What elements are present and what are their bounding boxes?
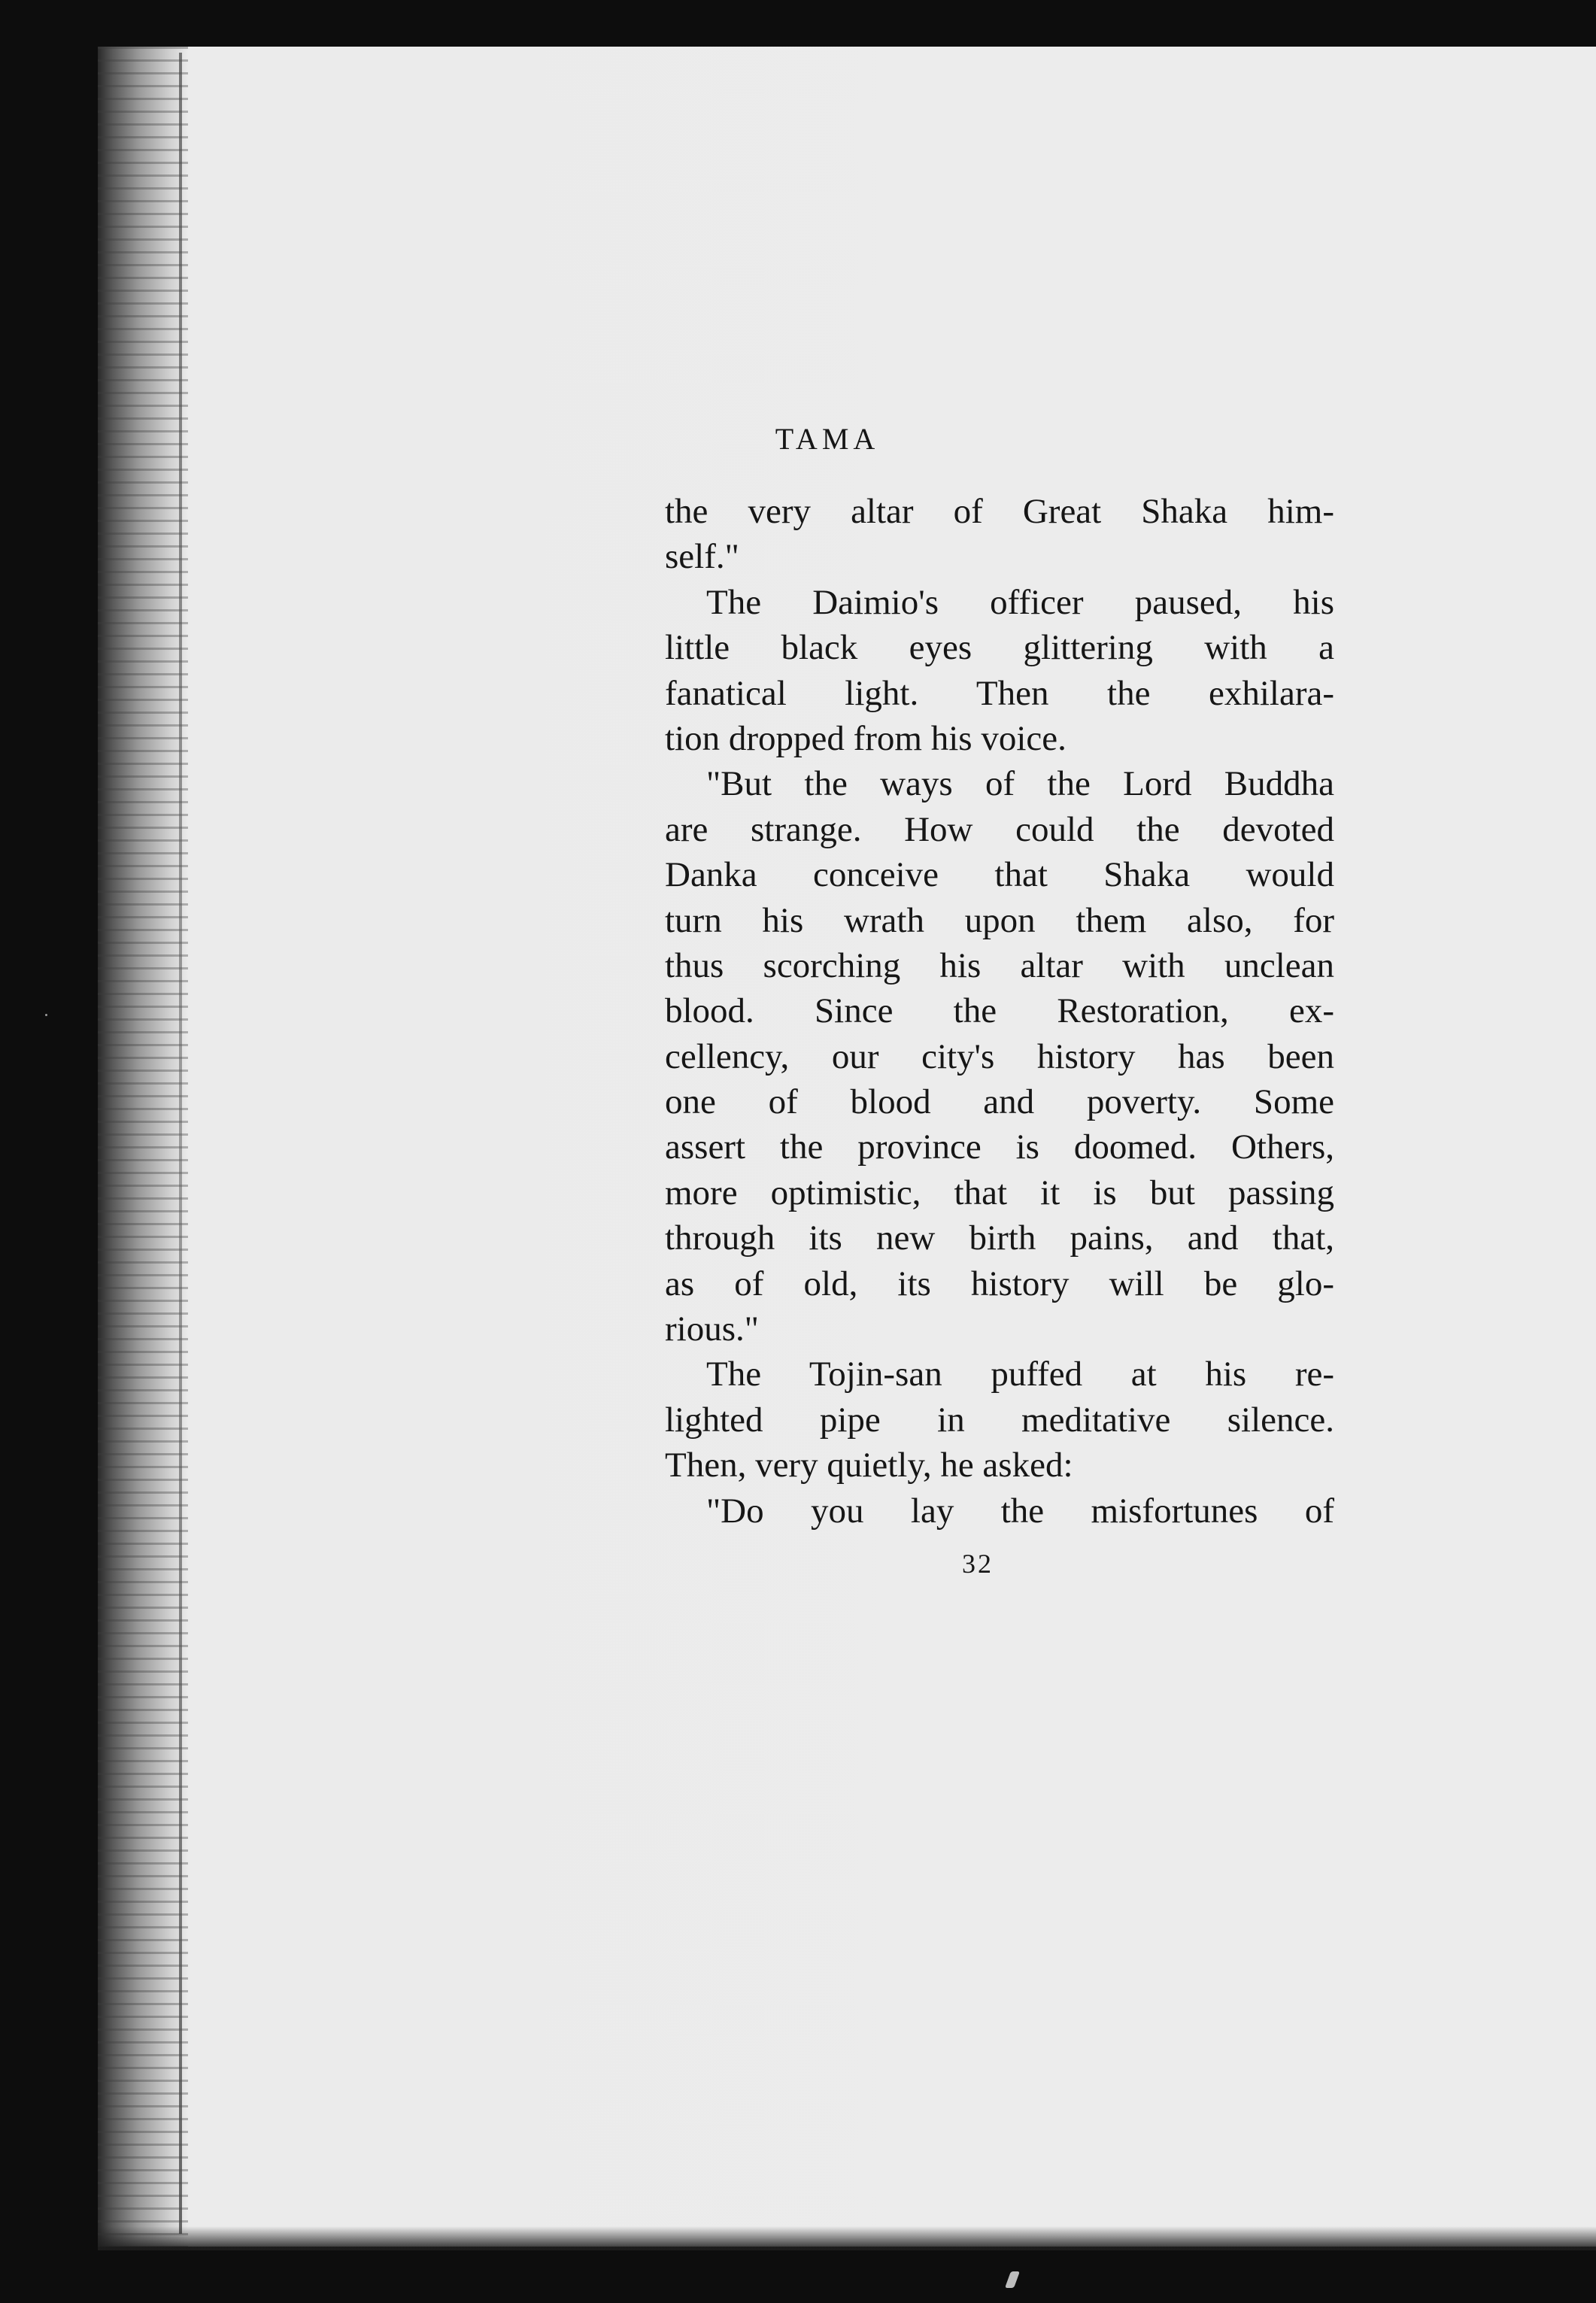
page-bottom-shadow	[98, 2226, 1596, 2250]
scan-artifact-fleck	[45, 1014, 47, 1016]
text-line: "But the ways of the Lord Buddha	[706, 764, 1334, 804]
text-line: Then, very quietly, he asked:	[665, 1446, 1073, 1485]
text-line: The Tojin-san puffed at his re-	[706, 1355, 1334, 1394]
text-line: one of blood and poverty. Some	[665, 1082, 1334, 1122]
text-line: self."	[665, 537, 739, 577]
text-line: through its new birth pains, and that,	[665, 1218, 1334, 1258]
text-line: rious."	[665, 1309, 759, 1349]
page-number: 32	[962, 1549, 994, 1579]
text-line: more optimistic, that it is but passing	[665, 1173, 1334, 1212]
text-line: turn his wrath upon them also, for	[665, 900, 1334, 940]
text-line: fanatical light. Then the exhilara-	[665, 673, 1334, 713]
text-line: "Do you lay the misfortunes of	[706, 1491, 1334, 1531]
body-text	[665, 489, 1334, 1534]
running-head: TAMA	[775, 422, 880, 456]
text-line: lighted pipe in meditative silence.	[665, 1400, 1334, 1440]
text-line: the very altar of Great Shaka him-	[665, 492, 1334, 531]
text-line: are strange. How could the devoted	[665, 809, 1334, 849]
text-line: Danka conceive that Shaka would	[665, 855, 1334, 895]
text-line: tion dropped from his voice.	[665, 718, 1067, 758]
scan-artifact-mark	[1005, 2271, 1020, 2288]
text-line: The Daimio's officer paused, his	[706, 582, 1334, 622]
text-line: little black eyes glittering with a	[665, 628, 1334, 668]
text-line: thus scorching his altar with unclean	[665, 945, 1334, 985]
book-spine	[98, 47, 188, 2247]
text-line: blood. Since the Restoration, ex-	[665, 991, 1334, 1031]
page-gutter-edge	[179, 53, 182, 2234]
text-line: as of old, its history will be glo-	[665, 1264, 1334, 1303]
text-line: cellency, our city's history has been	[665, 1036, 1334, 1076]
text-line: assert the province is doomed. Others,	[665, 1127, 1334, 1167]
